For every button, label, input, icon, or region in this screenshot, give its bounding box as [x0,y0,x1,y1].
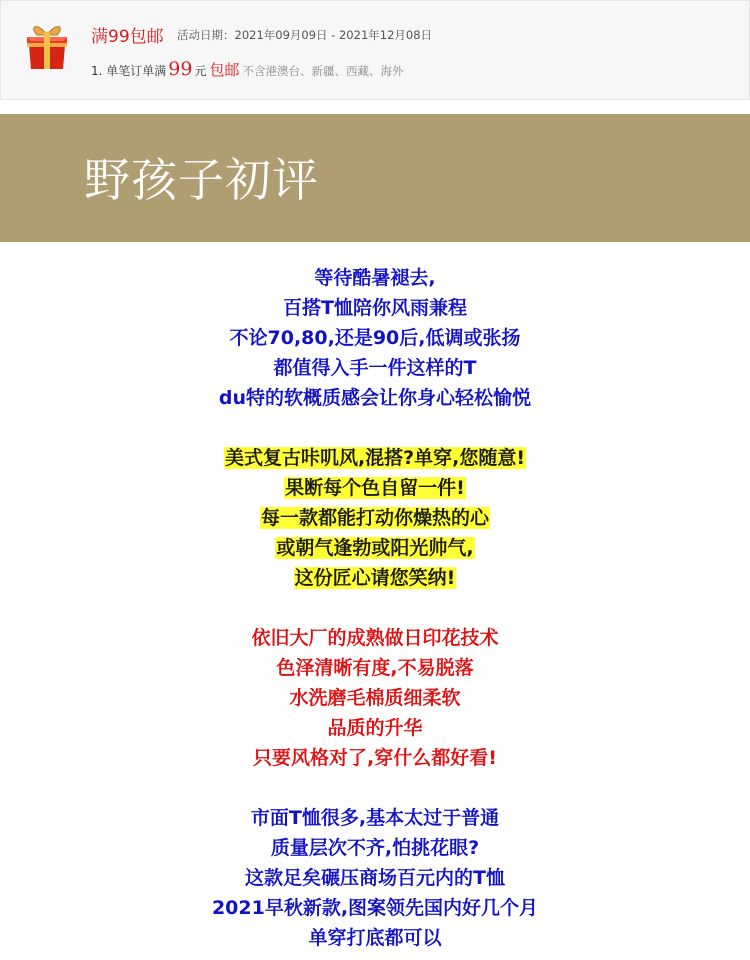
text-line: 品质的升华 [327,717,423,739]
text-line: 依旧大厂的成熟做日印花技术 [251,627,499,649]
text-line: 只要风格对了,穿什么都好看! [253,747,497,769]
promo-rule-prefix: 1. 单笔订单满 [91,64,167,78]
highlighted-text-line: 每一款都能打动你燥热的心 [260,507,489,529]
banner-title: 野孩子初评 [84,153,319,207]
highlighted-text-line: 美式复古咔叽风,混搭?单穿,您随意! [224,447,526,469]
text-line: 水洗磨毛棉质细柔软 [289,687,461,709]
highlighted-text-line: 或朝气逢勃或阳光帅气, [276,537,474,559]
highlighted-text-line: 这份匠心请您笑纳! [294,567,456,589]
text-line: 色泽清晰有度,不易脱落 [276,657,474,679]
text-line: 等待酷暑褪去, [314,267,436,289]
section-banner [0,114,750,242]
promo-rule [91,58,403,80]
promo-title: 满99包邮 [91,27,164,47]
paragraph-quality [0,623,750,773]
paragraph-market [0,803,750,953]
promo-rule-exclusion: 不含港澳台、新疆、西藏、海外 [242,64,404,78]
paragraph-highlight [0,443,750,593]
text-line: 这款足矣碾压商场百元内的T恤 [245,867,505,889]
text-line: 单穿打底都可以 [308,927,442,949]
paragraph-intro [0,263,750,413]
text-line: 市面T恤很多,基本太过于普通 [250,807,500,829]
promo-rule-free: 包邮 [209,61,240,79]
text-line: 质量层次不齐,怕挑花眼? [270,837,480,859]
gift-box-icon [23,17,71,73]
description-content [0,263,750,953]
promo-bar [0,0,750,100]
promo-rule-amount: 99 [168,58,193,80]
promo-rule-unit: 元 [194,64,207,78]
text-line: 2021早秋新款,图案领先国内好几个月 [211,897,539,919]
text-line: 百搭T恤陪你风雨兼程 [283,297,467,319]
text-line: 都值得入手一件这样的T [273,357,477,379]
highlighted-text-line: 果断每个色自留一件! [285,477,465,499]
text-line: 不论70,80,还是90后,低调或张扬 [229,327,521,349]
promo-dates: 活动日期：2021年09月09日 - 2021年12月08日 [177,28,433,42]
text-line: du特的软概质感会让你身心轻松愉悦 [218,387,532,409]
